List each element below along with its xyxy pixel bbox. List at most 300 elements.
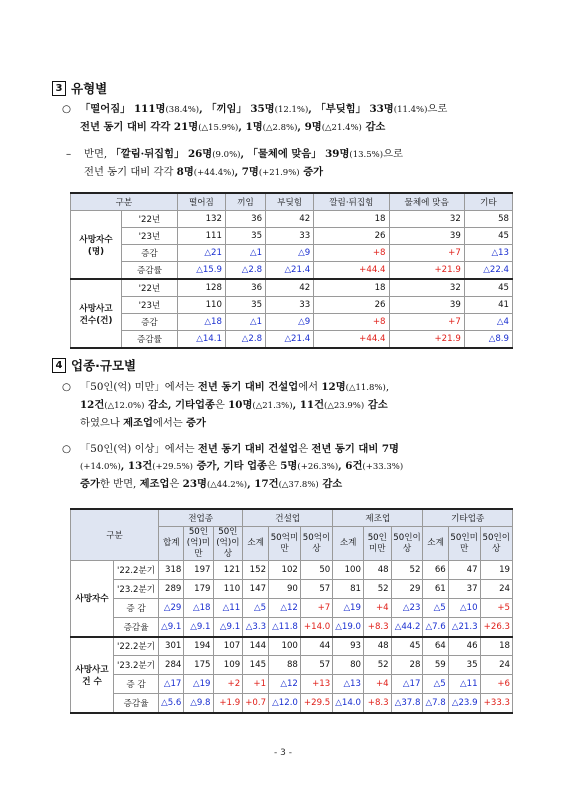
column-sub-header: 소계 [333, 527, 364, 561]
text-run: 반면, [84, 148, 111, 160]
row-group-label [71, 211, 122, 280]
paragraph-line [84, 166, 323, 178]
table-cell: △14.0 [333, 694, 364, 713]
text-run: 으로 [383, 148, 403, 160]
table-cell: △21 [177, 245, 225, 262]
table-cell: 36 [225, 211, 265, 228]
table-cell: △12 [269, 599, 301, 618]
text-run: , 7명 [234, 166, 259, 178]
table-cell: 42 [266, 211, 314, 228]
table-cell: 66 [423, 561, 448, 580]
table-cell: △18 [184, 599, 213, 618]
text-run: 증가 [186, 417, 206, 429]
table-cell: 35 [225, 228, 265, 245]
bullet-circle: ○ [62, 103, 71, 115]
bullet-dash: – [66, 148, 72, 160]
paragraph-line [80, 103, 447, 115]
table-cell: △15.9 [177, 262, 225, 280]
table-cell: 52 [364, 656, 392, 675]
text-run: (△21.3%) [252, 401, 293, 411]
table-cell: 47 [448, 561, 480, 580]
text-run: 은 [267, 460, 281, 472]
table-cell: 80 [333, 656, 364, 675]
table-cell: +0.7 [243, 694, 269, 713]
table-cell: 35 [448, 656, 480, 675]
table-cell: 284 [159, 656, 184, 675]
table-cell: △2.8 [225, 262, 265, 280]
table-cell: △5 [243, 599, 269, 618]
text-run: 전년 동기 대비 각각 [84, 166, 177, 178]
table-cell: 128 [177, 279, 225, 297]
text-run: 12명 [321, 381, 346, 393]
paragraph-line [84, 148, 403, 160]
text-run: 23명 [182, 478, 207, 490]
table-cell: 33 [266, 228, 314, 245]
row-group-label-line: 사망자수 [79, 234, 113, 245]
column-sub-header: 50인이상 [480, 527, 512, 561]
row-sub-label: '23.2분기 [114, 656, 159, 675]
table-cell: 197 [184, 561, 213, 580]
table-cell: 90 [269, 580, 301, 599]
table-cell: 24 [480, 580, 512, 599]
column-header: 물체에 맞음 [389, 193, 464, 211]
text-run: , 11건 [292, 399, 325, 411]
table-row [71, 211, 513, 228]
text-run: 감소, 기타업종 [144, 399, 215, 411]
column-group-header: 건설업 [243, 509, 333, 527]
row-group-label-line: (명) [87, 246, 105, 257]
row-sub-label: '22년 [122, 279, 178, 297]
table-corner-header: 구분 [71, 193, 178, 211]
paragraph-line [80, 443, 399, 455]
row-sub-label: 증감 [122, 314, 178, 331]
table-cell: 102 [269, 561, 301, 580]
section-4-heading [52, 356, 136, 374]
text-run: , 9명 [297, 121, 322, 133]
table-cell: 57 [300, 656, 332, 675]
table-cell: △13 [333, 675, 364, 694]
row-sub-label: 증감율 [114, 694, 159, 713]
paragraph-line [80, 478, 342, 490]
row-sub-label: 증 감 [114, 675, 159, 694]
column-group-header: 기타업종 [423, 509, 513, 527]
table-cell: 93 [333, 637, 364, 656]
column-sub-header: 50인(억)이상 [213, 527, 243, 561]
table-cell: 111 [177, 228, 225, 245]
table-cell: 52 [364, 580, 392, 599]
column-header: 기타 [464, 193, 512, 211]
table-cell: △22.4 [464, 262, 512, 280]
text-run: 「50인(억) 미만」에서는 [80, 381, 198, 393]
section-3-number: 3 [52, 81, 66, 96]
text-run: 증가 [80, 478, 100, 490]
table-row [71, 228, 513, 245]
table-row [71, 561, 513, 580]
table-row [71, 694, 513, 713]
text-run: (13.5%) [349, 150, 384, 160]
table-cell: △21.4 [266, 262, 314, 280]
table-cell: 39 [389, 228, 464, 245]
table-cell: 147 [243, 580, 269, 599]
table-cell: +8.3 [364, 618, 392, 637]
table-corner-header: 구분 [71, 509, 159, 561]
row-sub-label: '23년 [122, 297, 178, 314]
text-run: (△11.8%) [345, 383, 386, 393]
text-run: 제조업 [123, 417, 153, 429]
text-run: 10명 [228, 399, 253, 411]
text-run: (△2.8%) [262, 123, 298, 133]
table-cell: +8 [314, 314, 389, 331]
row-sub-label: '22.2분기 [114, 561, 159, 580]
text-run: (+33.3%) [362, 462, 404, 472]
column-group-header: 전업종 [159, 509, 243, 527]
row-group-label-line: 사망자수 [75, 594, 109, 605]
table-row [71, 262, 513, 280]
table-cell: 18 [480, 637, 512, 656]
table-cell: +14.0 [300, 618, 332, 637]
section-3-paragraph-2 [66, 146, 403, 182]
table-cell: +26.3 [480, 618, 512, 637]
table-cell: △21.3 [448, 618, 480, 637]
paragraph-line [80, 460, 403, 472]
table-cell: 109 [213, 656, 243, 675]
text-run: 21명 [173, 121, 199, 133]
table-cell: △9 [266, 245, 314, 262]
bullet-circle: ○ [62, 381, 71, 393]
text-run: (+21.9%) [258, 168, 300, 178]
table-cell: 18 [314, 279, 389, 297]
table-cell: 57 [300, 580, 332, 599]
table-cell: △19 [333, 599, 364, 618]
table-cell: 41 [464, 297, 512, 314]
table-cell: △23 [391, 599, 423, 618]
column-sub-header: 50인미만 [364, 527, 392, 561]
table-cell: +21.9 [389, 331, 464, 349]
row-sub-label: 증감율 [114, 618, 159, 637]
text-run: (+29.5%) [152, 462, 193, 472]
row-group-label [71, 279, 122, 348]
table-cell: 32 [389, 279, 464, 297]
column-sub-header: 소계 [243, 527, 269, 561]
table-cell: △19 [184, 675, 213, 694]
table-cell: 318 [159, 561, 184, 580]
text-run: 「50인(억) 이상」에서는 [80, 443, 198, 455]
table-cell: △11.8 [269, 618, 301, 637]
table-cell: +6 [480, 675, 512, 694]
column-sub-header: 50인미만 [448, 527, 480, 561]
text-run: 은 [214, 399, 229, 411]
bullet-circle: ○ [62, 443, 71, 455]
row-sub-label: '23년 [122, 228, 178, 245]
text-run: , 13건 [120, 460, 153, 472]
table-cell: 50 [300, 561, 332, 580]
row-sub-label: 증감 [122, 245, 178, 262]
table-cell: 88 [269, 656, 301, 675]
section-4-number: 4 [52, 358, 66, 373]
table-cell: 24 [480, 656, 512, 675]
row-group-label [71, 561, 114, 637]
row-group-label-line: 사망사고 [75, 664, 109, 675]
row-group-label-line: 건 수 [82, 676, 102, 687]
table-cell: 145 [243, 656, 269, 675]
text-run: (38.4%) [165, 105, 200, 115]
table-cell: +44.4 [314, 331, 389, 349]
table-cell: 58 [464, 211, 512, 228]
section-3-paragraph-1 [62, 101, 447, 137]
table-cell: △29 [159, 599, 184, 618]
table-cell: +8.3 [364, 694, 392, 713]
table-row [71, 331, 513, 349]
text-run: 전년 동기 대비 7명 [311, 443, 399, 455]
section-4-paragraph-1 [62, 379, 389, 432]
column-group-header: 제조업 [333, 509, 423, 527]
table-cell: +7 [300, 599, 332, 618]
section-4-title: 업종·규모별 [71, 358, 137, 373]
table-cell: △44.2 [391, 618, 423, 637]
section-4-paragraph-2 [62, 441, 403, 494]
paragraph-line [80, 399, 388, 411]
table-cell: +21.9 [389, 262, 464, 280]
table-cell: 107 [213, 637, 243, 656]
table-row [71, 637, 513, 656]
table-cell: △12.0 [269, 694, 301, 713]
industry-size-statistics-table [70, 508, 513, 714]
table-cell: +2 [213, 675, 243, 694]
table-cell: 194 [184, 637, 213, 656]
table-cell: △9.1 [184, 618, 213, 637]
column-header: 부딪힘 [266, 193, 314, 211]
column-sub-header: 50억미만 [269, 527, 301, 561]
table-row [71, 656, 513, 675]
table-cell: +5 [480, 599, 512, 618]
column-sub-header: 50인(억)미만 [184, 527, 213, 561]
table-cell: 175 [184, 656, 213, 675]
table-cell: 26 [314, 228, 389, 245]
table-row [71, 279, 513, 297]
text-run: 「떨어짐」 111명 [80, 103, 166, 115]
table-cell: 44 [300, 637, 332, 656]
text-run: (+44.4%) [193, 168, 235, 178]
text-run: (△44.2%) [206, 480, 248, 490]
column-sub-header: 소계 [423, 527, 448, 561]
text-run: 감소 [364, 399, 388, 411]
table-cell: 289 [159, 580, 184, 599]
text-run: , 「끼임」 35명 [199, 103, 275, 115]
table-cell: △14.1 [177, 331, 225, 349]
column-sub-header: 50억이상 [300, 527, 332, 561]
table-cell: 64 [423, 637, 448, 656]
table-row [71, 314, 513, 331]
row-sub-label: 증감률 [122, 331, 178, 349]
page-number: - 3 - [274, 748, 292, 758]
table-row [71, 245, 513, 262]
text-run: (+26.3%) [297, 462, 339, 472]
table-cell: +13 [300, 675, 332, 694]
table-cell: 37 [448, 580, 480, 599]
text-run: (9.0%) [212, 150, 241, 160]
table-cell: +1 [243, 675, 269, 694]
table-row [71, 675, 513, 694]
text-run: 하였으나 [80, 417, 124, 429]
table-cell: △9.1 [159, 618, 184, 637]
text-run: 증가 [299, 166, 324, 178]
text-run: 8명 [176, 166, 194, 178]
text-run: 전년 동기 대비 건설업 [197, 443, 299, 455]
paragraph-line [80, 381, 389, 393]
row-sub-label: '22.2분기 [114, 637, 159, 656]
row-group-label-line: 건수(건) [79, 315, 113, 326]
table-cell: △23.9 [448, 694, 480, 713]
table-cell: +7 [389, 314, 464, 331]
table-cell: △11 [213, 599, 243, 618]
table-row [71, 599, 513, 618]
row-sub-label: 증 감 [114, 599, 159, 618]
text-run: 12건 [80, 399, 105, 411]
table-cell: 132 [177, 211, 225, 228]
text-run: , 「물체에 맞음」 39명 [240, 148, 350, 160]
text-run: (△15.9%) [198, 123, 239, 133]
text-run: (△12.0%) [104, 401, 145, 411]
column-header: 깔림·뒤집힘 [314, 193, 389, 211]
table-cell: △17 [159, 675, 184, 694]
section-3-heading [52, 79, 107, 97]
text-run: 전년 동기 대비 건설업 [197, 381, 299, 393]
table-cell: 45 [464, 279, 512, 297]
text-run: (△23.9%) [324, 401, 365, 411]
table-cell: △9 [266, 314, 314, 331]
table-cell: △19.0 [333, 618, 364, 637]
table-cell: △37.8 [391, 694, 423, 713]
text-run: 「깔림·뒤집힘」 26명 [110, 148, 213, 160]
text-run: 감소 [361, 121, 386, 133]
row-group-label-line: 사망사고 [79, 303, 113, 314]
table-cell: 59 [423, 656, 448, 675]
table-cell: △7.6 [423, 618, 448, 637]
text-run: , 1명 [238, 121, 263, 133]
text-run: (△37.8%) [278, 480, 319, 490]
table-cell: △9.8 [184, 694, 213, 713]
table-cell: △9.1 [213, 618, 243, 637]
table-cell: 52 [391, 561, 423, 580]
text-run: 증가, 기타 업종 [192, 460, 268, 472]
text-run: 한 반면, [99, 478, 140, 490]
table-cell: 100 [333, 561, 364, 580]
table-cell: △3.3 [243, 618, 269, 637]
table-cell: 301 [159, 637, 184, 656]
table-cell: 100 [269, 637, 301, 656]
table-cell: 18 [314, 211, 389, 228]
text-run: (△21.4%) [321, 123, 362, 133]
paragraph-line [80, 121, 385, 133]
text-run: (+14.0%) [80, 462, 121, 472]
row-sub-label: '22년 [122, 211, 178, 228]
text-run: 은 [169, 478, 183, 490]
table-cell: 48 [364, 561, 392, 580]
text-run: 으로 [427, 103, 448, 115]
column-header: 떨어짐 [177, 193, 225, 211]
row-group-label [71, 637, 114, 713]
table-cell: 42 [266, 279, 314, 297]
table-cell: 39 [389, 297, 464, 314]
table-cell: △4 [464, 314, 512, 331]
table-cell: +7 [389, 245, 464, 262]
table-cell: 110 [177, 297, 225, 314]
table-cell: +8 [314, 245, 389, 262]
table-cell: 81 [333, 580, 364, 599]
table-cell: 152 [243, 561, 269, 580]
table-cell: △5 [423, 675, 448, 694]
table-cell: △12 [269, 675, 301, 694]
row-sub-label: '23.2분기 [114, 580, 159, 599]
text-run: 에서 [298, 381, 322, 393]
header-row-top [71, 509, 513, 527]
table-cell: 35 [225, 297, 265, 314]
table-cell: 26 [314, 297, 389, 314]
table-cell: 28 [391, 656, 423, 675]
table-cell: 45 [464, 228, 512, 245]
table-cell: △17 [391, 675, 423, 694]
table-cell: 144 [243, 637, 269, 656]
header-row [71, 193, 513, 211]
table-cell: +4 [364, 675, 392, 694]
row-sub-label: 증감률 [122, 262, 178, 280]
text-run: , 「부딪힘」 33명 [308, 103, 394, 115]
text-run: (12.1%) [274, 105, 309, 115]
text-run: , 6건 [338, 460, 363, 472]
table-cell: 32 [389, 211, 464, 228]
table-cell: 179 [184, 580, 213, 599]
table-cell: △8.9 [464, 331, 512, 349]
table-cell: 48 [364, 637, 392, 656]
table-cell: 19 [480, 561, 512, 580]
table-cell: △18 [177, 314, 225, 331]
table-cell: 36 [225, 279, 265, 297]
text-run: 전년 동기 대비 각각 [80, 121, 174, 133]
table-cell: +33.3 [480, 694, 512, 713]
text-run: 5명 [280, 460, 298, 472]
table-cell: 45 [391, 637, 423, 656]
table-cell: △2.8 [225, 331, 265, 349]
table-cell: +4 [364, 599, 392, 618]
text-run: 감소 [318, 478, 343, 490]
table-cell: 33 [266, 297, 314, 314]
table-cell: △10 [448, 599, 480, 618]
text-run: , 17건 [247, 478, 279, 490]
paragraph-line [80, 417, 206, 429]
table-cell: △5.6 [159, 694, 184, 713]
table-cell: △1 [225, 245, 265, 262]
table-cell: 46 [448, 637, 480, 656]
table-cell: 61 [423, 580, 448, 599]
table-cell: △21.4 [266, 331, 314, 349]
table-row [71, 618, 513, 637]
text-run: (11.4%) [393, 105, 428, 115]
type-statistics-table [70, 192, 513, 349]
column-sub-header: 50인이상 [391, 527, 423, 561]
section-3-title: 유형별 [71, 81, 108, 96]
column-sub-header: 합계 [159, 527, 184, 561]
table-cell: +1.9 [213, 694, 243, 713]
text-run: 제조업 [139, 478, 170, 490]
table-cell: 29 [391, 580, 423, 599]
table-cell: +44.4 [314, 262, 389, 280]
table-cell: +29.5 [300, 694, 332, 713]
column-header: 끼임 [225, 193, 265, 211]
text-run: 은 [298, 443, 312, 455]
text-run: , [385, 381, 390, 393]
table-cell: △1 [225, 314, 265, 331]
table-row [71, 580, 513, 599]
